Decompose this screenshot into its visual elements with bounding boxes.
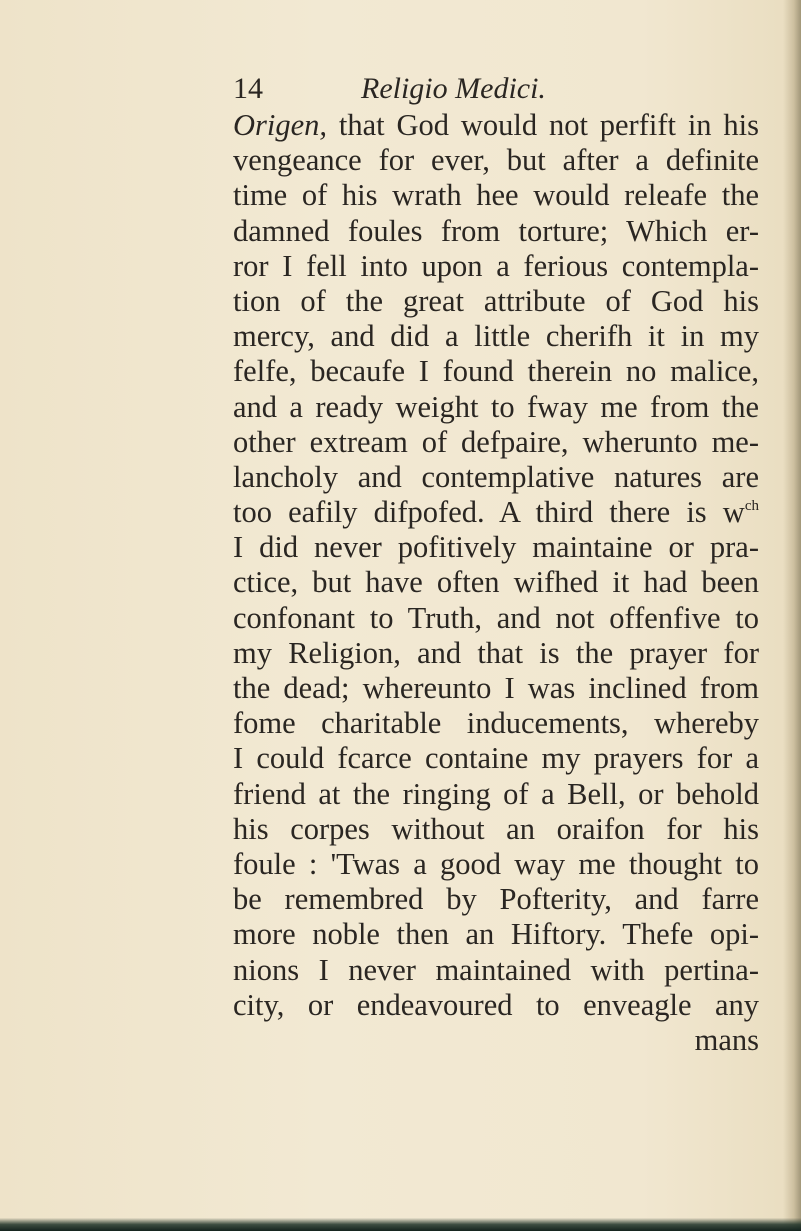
text-line: lancholy and contemplative natures are: [233, 459, 759, 494]
text-line: his corpes without an oraifon for his: [233, 811, 759, 846]
text-line: nions I never maintained with pertina-: [233, 952, 759, 987]
page-bottom-edge: [0, 1209, 801, 1231]
text-italic-name: Origen,: [233, 108, 328, 142]
text-line: the dead; whereunto I was inclined from: [233, 671, 759, 705]
page-edge-shadow: [783, 0, 801, 1231]
text-line: foule : 'Twas a good way me thought to: [233, 846, 759, 881]
text-line: tion of the great attribute of God his: [233, 283, 759, 318]
text-line: friend at the ringing of a Bell, or behold: [233, 776, 759, 811]
superscript-abbrev: ch: [744, 498, 759, 515]
text-line: more noble then an Hiftory. Thefe opi-: [233, 917, 759, 952]
text-line: vengeance for ever, but after a definite: [233, 143, 759, 178]
text-line: confonant to Truth, and not offenfive to: [233, 600, 759, 635]
text-line: other extream of defpaire, wherunto me-: [233, 424, 759, 459]
text-line: and a ready weight to fway me from the: [233, 389, 759, 424]
body-text: [233, 108, 759, 1058]
text-line: [233, 495, 759, 530]
text-line: ror I fell into upon a ferious contempla-: [233, 248, 759, 283]
text-line: my Religion, and that is the prayer for: [233, 635, 759, 670]
catchword: mans: [694, 1022, 759, 1057]
text-span: that God would not perfift in his: [327, 108, 759, 142]
text-line: city, or endeavoured to enveagle any: [233, 987, 759, 1022]
text-line: felfe, becaufe I found therein no malice,: [233, 354, 759, 389]
text-line: time of his wrath hee would releafe the: [233, 178, 759, 213]
text-line: ctice, but have often wifhed it had been: [233, 565, 759, 600]
text-line: fome charitable inducements, whereby: [233, 706, 759, 741]
running-title: Religio Medici.: [361, 72, 546, 105]
text-line: mercy, and did a little cherifh it in my: [233, 319, 759, 354]
text-line: [233, 108, 759, 143]
text-line: damned foules from torture; Which er-: [233, 213, 759, 248]
text-line: I could fcarce containe my prayers for a: [233, 741, 759, 776]
text-line: I did never pofitively maintaine or pra-: [233, 530, 759, 565]
text-line: be remembred by Pofterity, and farre: [233, 882, 759, 917]
page-number: 14: [233, 72, 263, 105]
text-span: too eafily difpofed. A third there is w: [233, 495, 745, 530]
page-header: [233, 72, 546, 106]
